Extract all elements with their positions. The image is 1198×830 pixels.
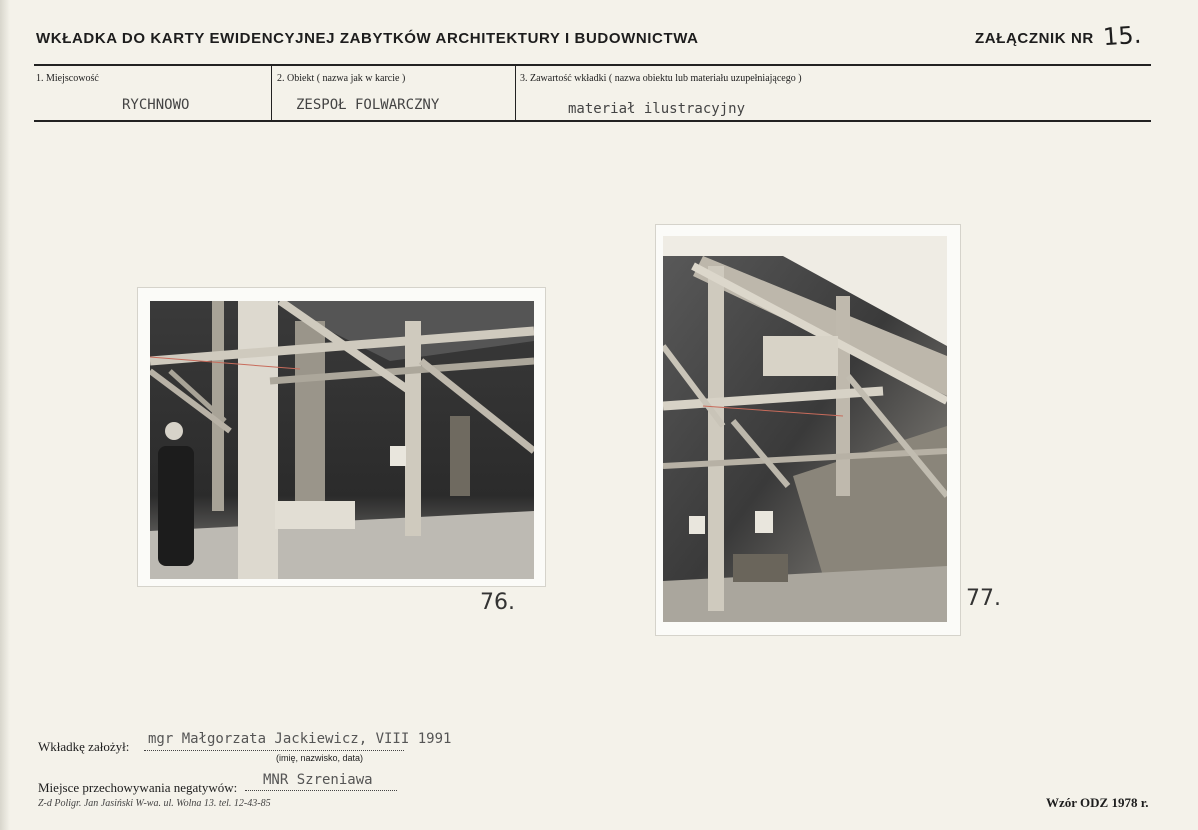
content-value: materiał ilustracyjny: [568, 101, 746, 117]
field-divider-2: [515, 66, 516, 121]
author-label: Wkładkę założył:: [38, 739, 130, 754]
photo-77-mount: [656, 225, 960, 635]
form-code: Wzór ODZ 1978 r.: [1046, 795, 1149, 810]
author-dotted-line: [144, 750, 404, 751]
place-value: RYCHNOWO: [122, 97, 190, 113]
photo-76-number: 76.: [480, 590, 515, 615]
place-label: 1. Miejscowość: [36, 73, 99, 84]
storage-value: MNR Szreniawa: [263, 772, 373, 788]
photo-77-attic-interior: [663, 236, 947, 622]
storage-dotted-line: [245, 790, 397, 791]
header-top-rule: [34, 64, 1151, 66]
object-label: 2. Obiekt ( nazwa jak w karcie ): [277, 73, 406, 84]
page-edge-shadow: [0, 0, 10, 830]
author-hint: (imię, nazwisko, data): [276, 753, 364, 763]
annex-number: 15.: [1102, 20, 1143, 52]
storage-label: Miejsce przechowywania negatywów:: [38, 780, 238, 795]
photo-77-number: 77.: [966, 586, 1001, 611]
field-divider-1: [271, 66, 272, 121]
author-value: mgr Małgorzata Jackiewicz, VIII 1991: [148, 731, 452, 747]
photo-76-mount: [138, 288, 545, 586]
header-bottom-rule: [34, 120, 1151, 122]
content-label: 3. Zawartość wkładki ( nazwa obiektu lub materiału uzupełniającego ): [520, 73, 802, 84]
photo-76-attic-interior: [150, 301, 534, 579]
annex-label: ZAŁĄCZNIK NR: [975, 30, 1094, 47]
object-value: ZESPOŁ FOLWARCZNY: [296, 97, 440, 113]
document-title: WKŁADKA DO KARTY EWIDENCYJNEJ ZABYTKÓW ARCHITEKTURY I BUDOWNICTWA: [36, 30, 699, 47]
printer-imprint: Z-d Poligr. Jan Jasiński W-wa. ul. Wolna 13. tel. 12-43-85: [38, 798, 271, 809]
